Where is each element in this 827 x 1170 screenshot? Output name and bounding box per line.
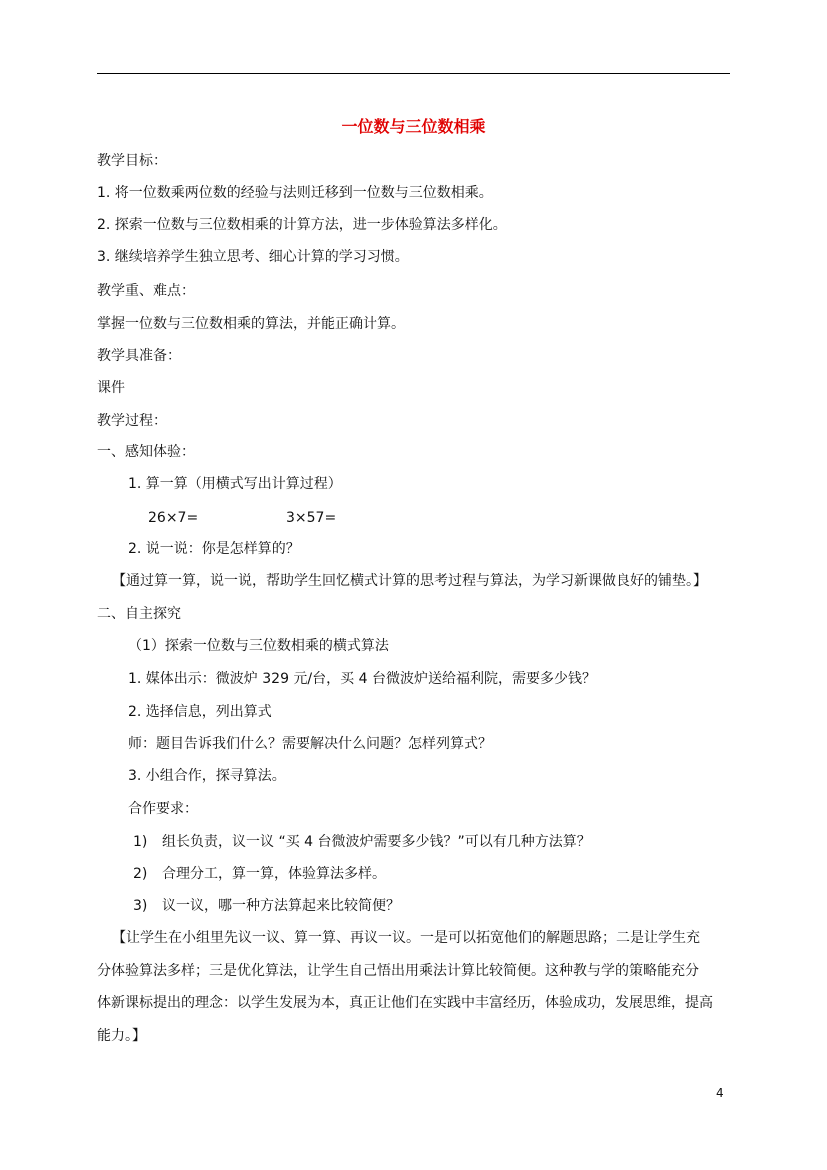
- part-one-step-2: 2. 说一说：你是怎样算的？: [128, 541, 300, 557]
- part-two-heading: 二、自主探究: [97, 606, 181, 622]
- materials-text: 课件: [97, 380, 125, 396]
- header-rule: [97, 73, 730, 74]
- closing-note-line-1: 【让学生在小组里先议一议、算一算、再议一议。一是可以拓宽他们的解题思路；二是让学生充: [112, 930, 700, 946]
- requirement-number-2: 2): [133, 866, 148, 882]
- closing-note-line-2: 分体验算法多样；三是优化算法，让学生自己悟出用乘法计算比较简便。这种教与学的策略能充分: [97, 963, 699, 979]
- page-number: 4: [716, 1086, 724, 1100]
- part-one-step-1: 1. 算一算（用横式写出计算过程）: [128, 476, 342, 492]
- section-heading-process: 教学过程：: [97, 413, 167, 429]
- part-two-step-1: 1. 媒体出示：微波炉 329 元/台，买 4 台微波炉送给福利院，需要多少钱？: [128, 671, 596, 687]
- section-heading-materials: 教学具准备：: [97, 348, 181, 364]
- cooperation-requirements: 合作要求：: [128, 801, 198, 817]
- exercise-1: 26×7=: [148, 510, 199, 526]
- part-one-note: 【通过算一算，说一说，帮助学生回忆横式计算的思考过程与算法，为学习新课做良好的铺垫。】: [112, 573, 707, 589]
- key-points-text: 掌握一位数与三位数相乘的算法，并能正确计算。: [97, 316, 405, 332]
- section-heading-objectives: 教学目标：: [97, 153, 167, 169]
- closing-note-line-4: 能力。】: [97, 1028, 146, 1044]
- closing-note-line-3: 体新课标提出的理念：以学生发展为本，真正让他们在实践中丰富经历，体验成功，发展思维，提高: [97, 995, 713, 1011]
- objective-item-1: 1. 将一位数乘两位数的经验与法则迁移到一位数与三位数相乘。: [97, 185, 493, 201]
- document-title: 一位数与三位数相乘: [341, 117, 486, 136]
- part-two-step-3: 3. 小组合作，探寻算法。: [128, 768, 286, 784]
- objective-item-2: 2. 探索一位数与三位数相乘的计算方法，进一步体验算法多样化。: [97, 217, 507, 233]
- objective-item-3: 3. 继续培养学生独立思考、细心计算的学习习惯。: [97, 249, 409, 265]
- part-two-step-2: 2. 选择信息，列出算式: [128, 704, 272, 720]
- section-heading-key-points: 教学重、难点：: [97, 283, 195, 299]
- part-two-subheading: （1）探索一位数与三位数相乘的横式算法: [128, 638, 389, 654]
- part-one-heading: 一、感知体验：: [97, 444, 195, 460]
- requirement-number-3: 3): [133, 898, 148, 914]
- exercise-2: 3×57=: [286, 510, 337, 526]
- requirement-text-2: 合理分工，算一算，体验算法多样。: [162, 866, 386, 882]
- requirement-text-1: 组长负责，议一议 “买 4 台微波炉需要多少钱？”可以有几种方法算？: [162, 834, 591, 850]
- requirement-text-3: 议一议，哪一种方法算起来比较简便？: [162, 898, 400, 914]
- requirement-number-1: 1): [133, 834, 148, 850]
- teacher-question: 师：题目告诉我们什么？需要解决什么问题？怎样列算式？: [128, 736, 492, 752]
